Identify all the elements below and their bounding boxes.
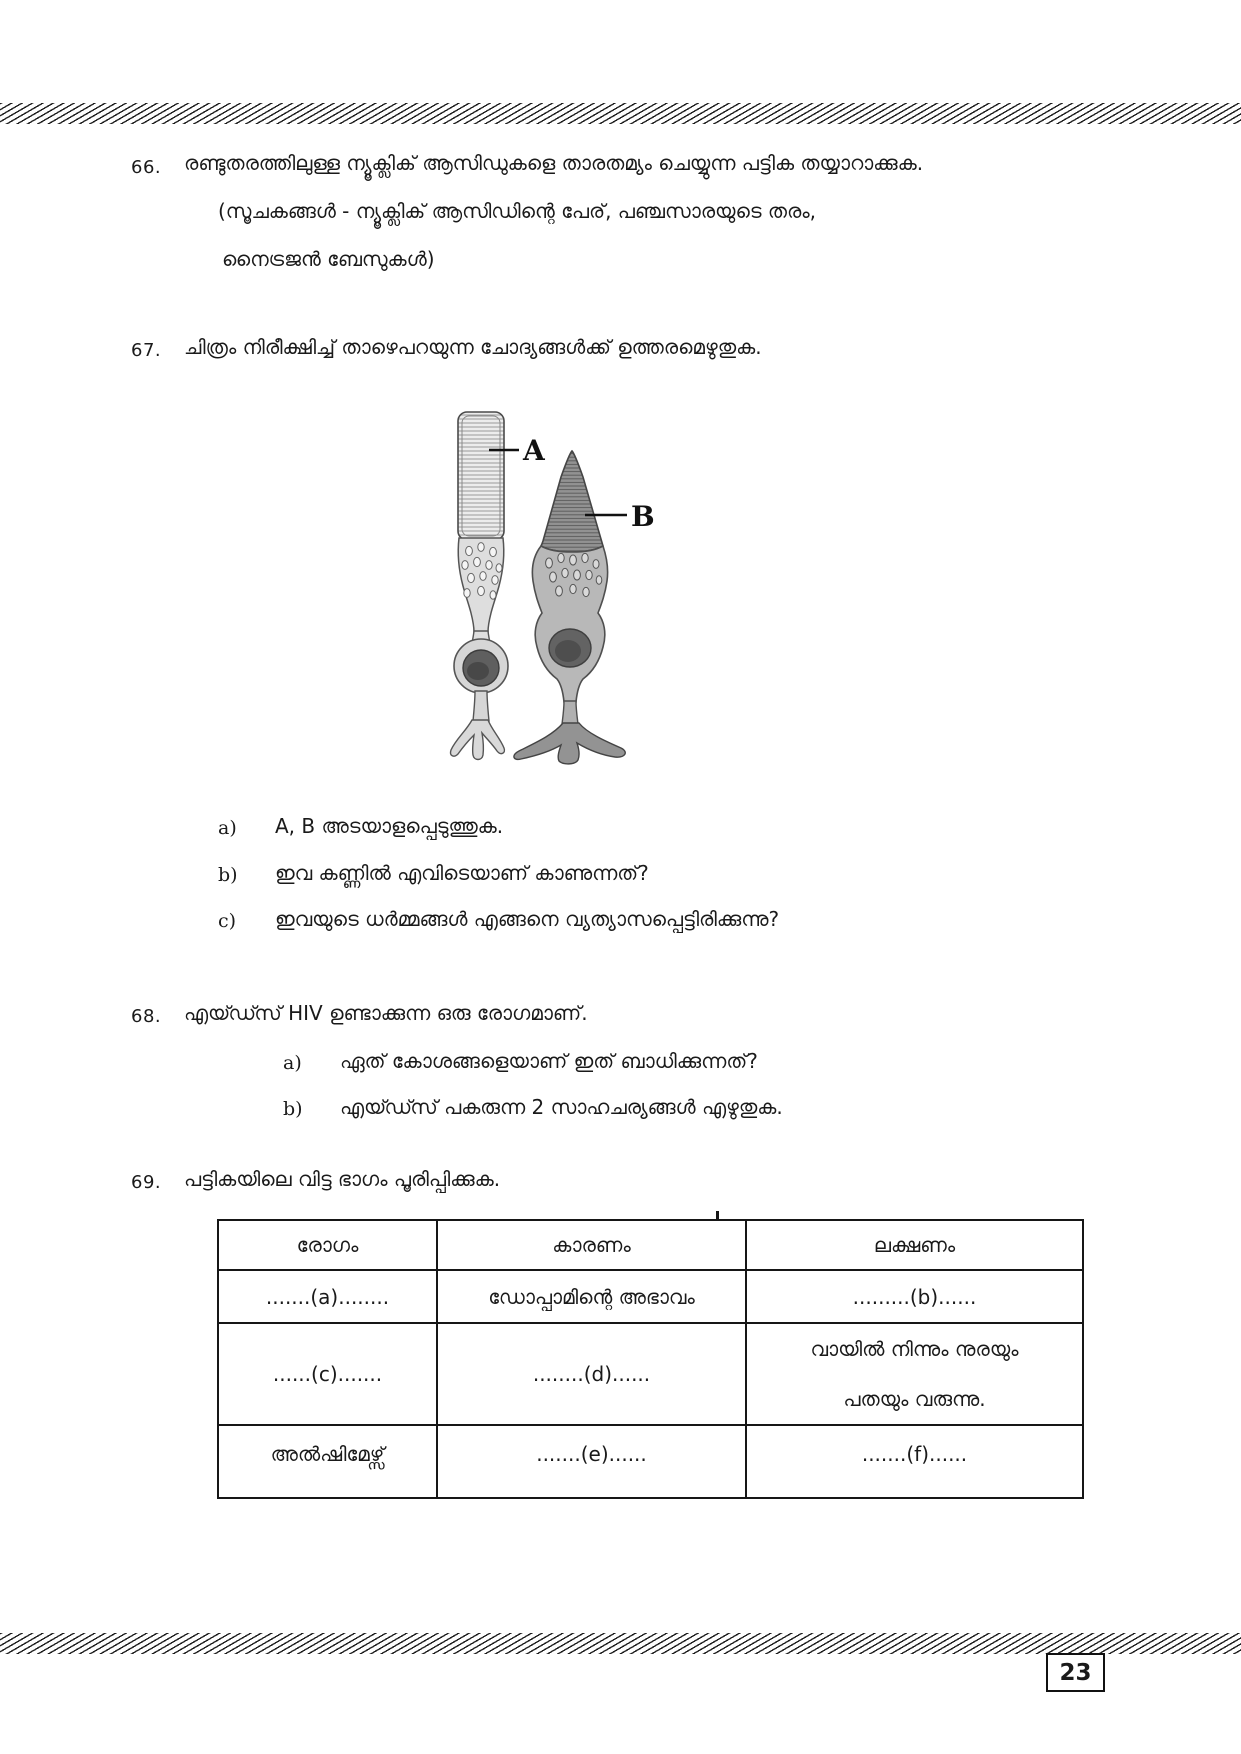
photoreceptor-cells-illustration [415,405,685,780]
table-row [218,1425,1083,1498]
table-cell-alzheimers: അൽഷിമേഴ്സ് [218,1425,437,1498]
q68-sub-b-text: എയ്ഡ്സ് പകരുന്ന 2 സാഹചര്യങ്ങൾ എഴുതുക. [340,1095,783,1119]
table-header-cause: കാരണം [437,1220,746,1270]
table-cell-e-blank: .......(e)...... [437,1425,746,1498]
table-header-row [218,1220,1083,1270]
q66-text-line3: നൈട്രജൻ ബേസുകൾ) [222,247,435,271]
table-row [218,1323,1083,1425]
q69-text: പട്ടികയിലെ വിട്ട ഭാഗം പൂരിപ്പിക്കുക. [184,1167,501,1191]
q66-text-line2: (സൂചകങ്ങൾ - ന്യൂക്ലിക് ആസിഡിന്റെ പേര്, പഞ്ചസാരയുടെ തരം, [218,199,817,223]
q67-sub-b-text: ഇവ കണ്ണിൽ എവിടെയാണ് കാണുന്നത്? [275,861,649,885]
q68-number: 68. [131,1006,162,1027]
table-header-disease: രോഗം [218,1220,437,1270]
q66-number: 66. [131,157,162,178]
q68-sub-a-text: ഏത് കോശങ്ങളെയാണ് ഇത് ബാധിക്കുന്നത്? [340,1049,758,1073]
table-cell-d-blank: ........(d)...... [437,1323,746,1425]
q67-sub-a-text: A, B അടയാളപ്പെടുത്തുക. [275,814,504,838]
figure-label-b: B [631,500,655,533]
rod-and-cone-cell-figure [415,405,685,780]
q68-sub-a-label: a) [283,1052,302,1074]
table-header-symptom: ലക്ഷണം [746,1220,1083,1270]
q67-sub-c-text: ഇവയുടെ ധർമ്മങ്ങൾ എങ്ങനെ വ്യത്യാസപ്പെട്ടിരിക്കുന്നു? [275,907,780,931]
cone-outer-segment [541,451,603,552]
q66-text-line1: രണ്ടുതരത്തിലുള്ള ന്യൂക്ലിക് ആസിഡുകളെ താരതമ്യം ചെയ്യുന്ന പട്ടിക തയ്യാറാക്കുക. [184,151,924,175]
q67-number: 67. [131,340,162,361]
symptom-line-2: പതയും വരുന്നു. [843,1387,986,1411]
symptom-line-1: വായിൽ നിന്നും നുരയും [810,1337,1019,1361]
q67-sub-a-label: a) [218,817,237,839]
rod-synaptic-terminal [451,720,505,760]
table-row [218,1270,1083,1323]
table-cell-dopamine-deficiency: ഡോപ്പാമിന്റെ അഭാവം [437,1270,746,1323]
q67-text: ചിത്രം നിരീക്ഷിച്ച് താഴെപറയുന്ന ചോദ്യങ്ങൾക്ക് ഉത്തരമെഴുതുക. [184,335,762,359]
table-cell-b-blank: .........(b)...... [746,1270,1083,1323]
table-cell-a-blank: .......(a)........ [218,1270,437,1323]
rod-outer-segment [458,412,504,540]
bottom-hatch-border [0,1633,1241,1654]
disease-cause-symptom-table [217,1219,1084,1499]
table-cell-f-blank: .......(f)...... [746,1425,1083,1498]
q67-sub-b-label: b) [218,864,238,886]
q69-number: 69. [131,1172,162,1193]
table-cell-foaming-symptom [746,1323,1083,1425]
page-number: 23 [1059,1659,1092,1686]
top-hatch-border [0,103,1241,124]
cone-inner-segment [532,546,607,702]
rod-inner-segment [458,538,504,632]
q68-text: എയ്ഡ്സ് HIV ഉണ്ടാക്കുന്ന ഒരു രോഗമാണ്. [184,1001,588,1025]
q68-sub-b-label: b) [283,1098,303,1120]
q67-sub-c-label: c) [218,910,237,932]
table-cell-c-blank: ......(c)....... [218,1323,437,1425]
cone-synaptic-terminal [514,723,625,764]
page-number-box [1046,1653,1105,1692]
figure-label-a: A [523,434,545,467]
